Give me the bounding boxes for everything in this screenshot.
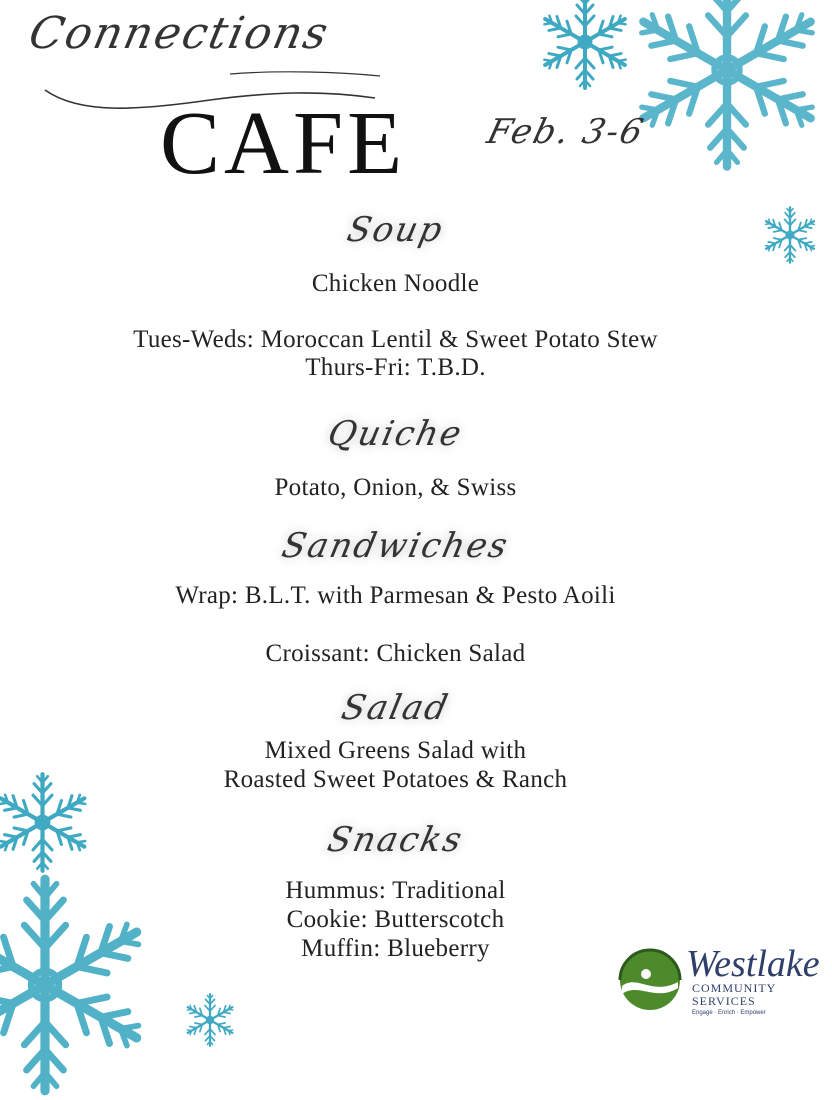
soup-item: Chicken Noodle (311, 270, 480, 297)
snowflake-icon (535, 0, 635, 92)
sandwich-item: Croissant: Chicken Salad (265, 640, 526, 667)
soup-item: Thurs-Fri: T.B.D. (305, 354, 486, 381)
snowflake-icon (182, 992, 238, 1048)
logo-line-services: SERVICES (692, 994, 756, 1008)
logo-subtitle (692, 982, 776, 1008)
snack-item: Hummus: Traditional (285, 877, 506, 904)
section-heading-quiche: Quiche (324, 414, 467, 454)
logo-line-community: COMMUNITY (692, 981, 777, 995)
logo-name: Westlake (686, 943, 820, 985)
snack-item: Cookie: Butterscotch (286, 906, 505, 933)
snack-item: Muffin: Blueberry (301, 935, 490, 962)
section-heading-soup: Soup (343, 210, 448, 250)
connections-script-title: Connections (24, 8, 335, 59)
cafe-title: CAFE (160, 94, 407, 193)
section-heading-sandwiches: Sandwiches (278, 526, 513, 566)
soup-item: Tues-Weds: Moroccan Lentil & Sweet Potato Stew (133, 326, 658, 353)
section-heading-salad: Salad (337, 688, 453, 728)
sandwich-item: Wrap: B.L.T. with Parmesan & Pesto Aoili (175, 582, 616, 609)
logo-tagline: Engage · Enrich · Empower (692, 1010, 766, 1016)
salad-item: Mixed Greens Salad with (264, 737, 527, 764)
salad-item: Roasted Sweet Potatoes & Ranch (223, 766, 568, 793)
menu-date: Feb. 3-6 (483, 112, 649, 152)
section-heading-snacks: Snacks (323, 820, 468, 860)
snowflake-icon (622, 0, 832, 175)
westlake-logo-icon (612, 948, 688, 1016)
quiche-item: Potato, Onion, & Swiss (274, 474, 517, 501)
